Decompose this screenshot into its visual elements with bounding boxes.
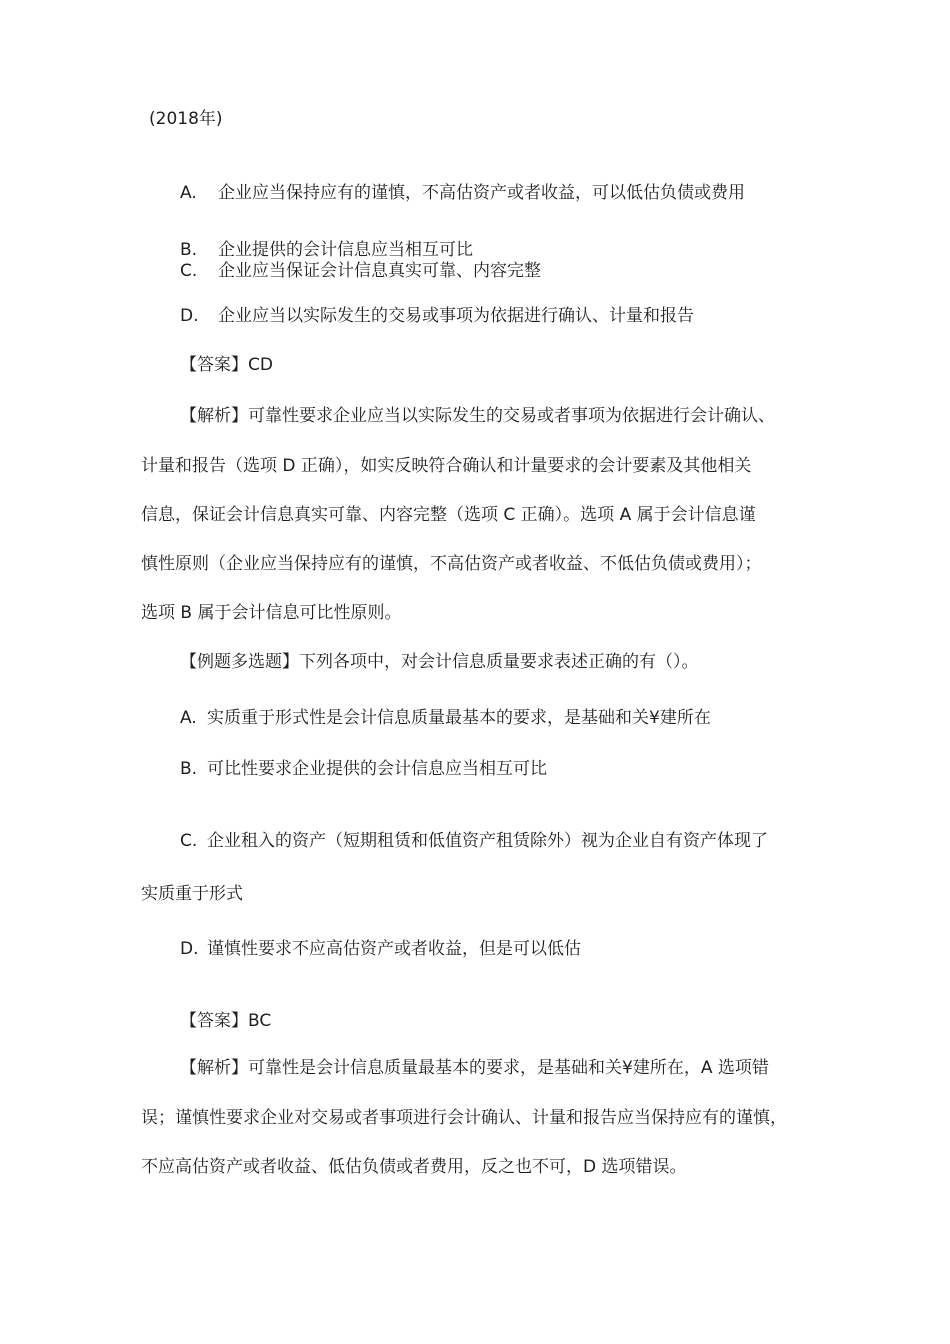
option-letter: A. <box>180 183 197 203</box>
q1-analysis-line: 选项 B 属于会计信息可比性原则。 <box>141 603 402 623</box>
option-text: 企业租入的资产（短期租赁和低值资产租赁除外）视为企业自有资产体现了 <box>207 831 768 851</box>
q2-title: 【例题多选题】下列各项中，对会计信息质量要求表述正确的有（）。 <box>180 652 699 672</box>
q1-analysis-line: 计量和报告（选项 D 正确），如实反映符合确认和计量要求的会计要素及其他相关 <box>141 456 752 476</box>
q1-option-c <box>180 259 541 283</box>
q2-option-c-continued: 实质重于形式 <box>141 884 243 904</box>
option-letter: B. <box>180 240 198 260</box>
option-letter: C. <box>180 831 198 851</box>
q1-analysis-line: 慎性原则（企业应当保持应有的谨慎，不高估资产或者收益、不低估负债或费用）； <box>141 554 762 574</box>
q1-option-d <box>180 304 694 328</box>
option-letter: B. <box>180 759 198 779</box>
option-text: 企业提供的会计信息应当相互可比 <box>218 240 473 260</box>
q2-analysis-line: 不应高估资产或者收益、低估负债或者费用，反之也不可，D 选项错误。 <box>141 1157 687 1177</box>
q2-option-b <box>180 757 547 781</box>
option-letter: C. <box>180 261 198 281</box>
option-text: 企业应当以实际发生的交易或事项为依据进行确认、计量和报告 <box>218 306 694 326</box>
option-text: 谨慎性要求不应高估资产或者收益，但是可以低估 <box>207 939 581 959</box>
q2-analysis-line: 误；谨慎性要求企业对交易或者事项进行会计确认、计量和报告应当保持应有的谨慎， <box>141 1108 787 1128</box>
option-letter: A. <box>180 708 197 728</box>
option-letter: D. <box>180 939 199 959</box>
q2-option-a <box>180 706 711 730</box>
q1-analysis-line: 【解析】可靠性要求企业应当以实际发生的交易或者事项为依据进行会计确认、 <box>180 406 775 426</box>
q2-answer: 【答案】BC <box>180 1011 272 1031</box>
q1-answer: 【答案】CD <box>180 355 273 375</box>
option-text: 企业应当保证会计信息真实可靠、内容完整 <box>218 261 541 281</box>
q2-option-d <box>180 937 581 961</box>
year-note: (2018年) <box>149 109 223 129</box>
option-text: 企业应当保持应有的谨慎，不高估资产或者收益，可以低估负债或费用 <box>218 183 745 203</box>
option-letter: D. <box>180 306 199 326</box>
option-text: 可比性要求企业提供的会计信息应当相互可比 <box>207 759 547 779</box>
q2-analysis-line: 【解析】可靠性是会计信息质量最基本的要求，是基础和关¥建所在，A 选项错 <box>180 1058 769 1078</box>
option-text: 实质重于形式性是会计信息质量最基本的要求，是基础和关¥建所在 <box>207 708 711 728</box>
q2-option-c <box>180 829 768 853</box>
q1-option-a <box>180 181 745 205</box>
q1-analysis-line: 信息，保证会计信息真实可靠、内容完整（选项 C 正确）。选项 A 属于会计信息谨 <box>141 505 756 525</box>
